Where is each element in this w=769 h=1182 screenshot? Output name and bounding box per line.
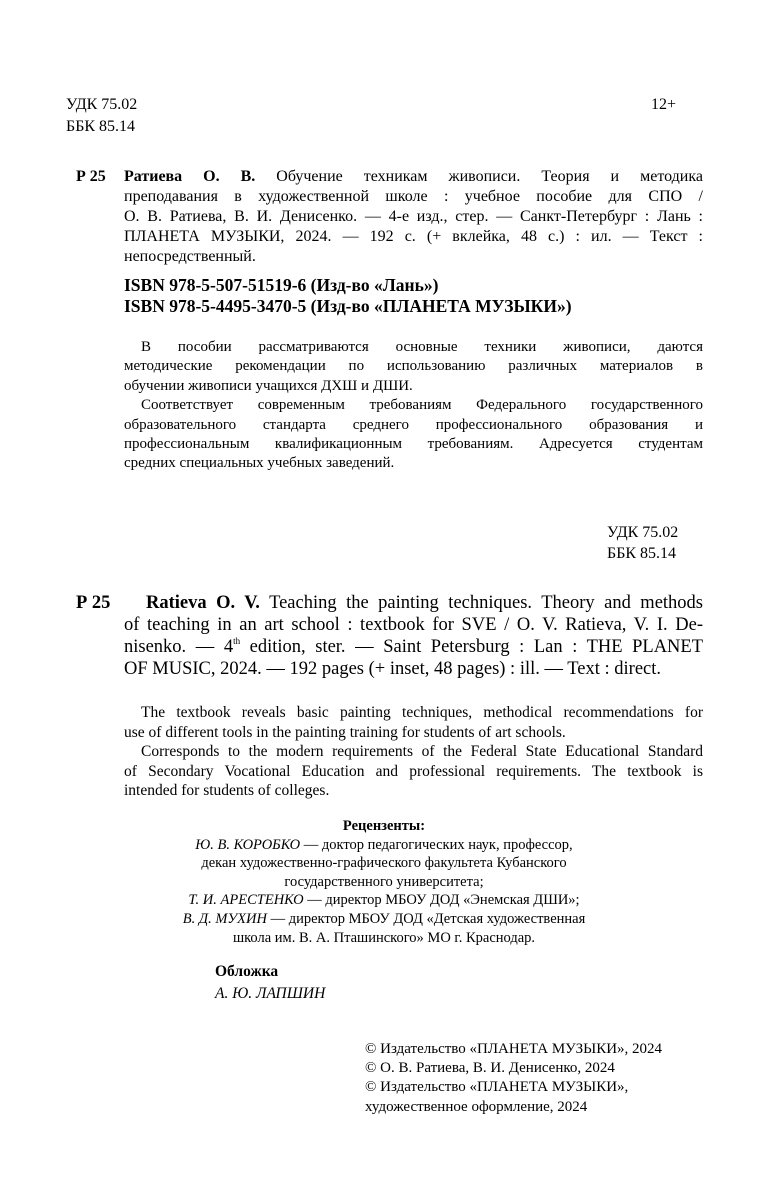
ru-record-title: Обучение техникам живописи. Теория и методика [276,168,703,185]
en-bbk-code: ББК 85.14 [607,545,677,562]
age-rating: 12+ [651,96,677,113]
copyright-line: © Издательство «ПЛАНЕТА МУЗЫКИ», 2024 [365,1041,663,1057]
reviewer-entry: Ю. В. КОРОБКО — доктор педагогических наук, профессор, [195,836,573,853]
en-record-title: Teaching the painting techniques. Theory and methods [269,593,704,613]
ru-record-line-2: преподавания в художественной школе : учебное пособие для СПО / [124,188,703,205]
reviewer-entry: В. Д. МУХИН — директор МБОУ ДОД «Детская художественная [182,910,586,927]
en-annotation-line: of Secondary Vocational Education and professional requirements. The textbook is [124,762,703,780]
isbn-lan: ISBN 978-5-507-51519-6 (Изд-во «Лань») [124,275,439,295]
en-udk-code: УДК 75.02 [607,524,679,541]
udk-code: УДК 75.02 [66,96,138,113]
ru-annotation-line: Соответствует современным требованиям Федерального государственного [141,397,703,414]
en-annotation-line: Corresponds to the modern requirements of the Federal State Educational Standard [141,743,703,760]
copyright-line: © Издательство «ПЛАНЕТА МУЗЫКИ», [365,1079,629,1096]
ru-record-line-5: непосредственный. [124,248,256,265]
reviewer-entry: Т. И. АРЕСТЕНКО — директор МБОУ ДОД «Энемская ДШИ»; [188,892,580,909]
en-record-line-4: OF MUSIC, 2024. — 192 pages (+ inset, 48 pages) : ill. — Text : direct. [124,659,662,679]
copyright-line: © О. В. Ратиева, В. И. Денисенко, 2024 [365,1060,615,1077]
isbn-planeta-muzyki: ISBN 978-5-4495-3470-5 (Изд-во «ПЛАНЕТА МУЗЫКИ») [124,296,572,316]
ru-annotation [124,338,703,474]
en-edition-superscript: th [233,636,241,646]
reviewers-block [124,817,644,947]
reviewers-heading: Рецензенты: [342,818,426,834]
ru-annotation-line: В пособии рассматриваются основные техники живописи, даются [141,339,703,355]
en-annotation-line: The textbook reveals basic painting techniques, methodical recommendations for [141,704,703,721]
ru-record-line-3: О. В. Ратиева, В. И. Денисенко. — 4-е изд., стер. — Санкт-Петербург : Лань : [124,208,703,225]
ru-annotation-line: обучении живописи учащихся ДХШ и ДШИ. [124,377,413,394]
ru-annotation-line: средних специальных учебных заведений. [124,455,395,472]
reviewer-name: В. Д. МУХИН [182,910,267,927]
ru-annotation-line: профессиональным квалификационным требованиям. Адресуется студентам [124,436,703,453]
en-author-mark: Р 25 [76,593,111,613]
en-record-line-2: of teaching in an art school : textbook for SVE / O. V. Ratieva, V. I. De- [124,615,703,635]
reviewer-line: декан художественно-графического факультета Кубанского [201,855,567,872]
copyright-line: художественное оформление, 2024 [365,1098,588,1115]
ru-annotation-line: образовательного стандарта среднего профессионального образования и [124,416,703,433]
en-bibliographic-record [146,592,703,614]
en-record-line-1 [146,592,703,614]
bbk-code: ББК 85.14 [66,118,136,135]
en-annotation [124,703,703,801]
cover-heading: Обложка [215,963,279,980]
ru-bibliographic-record [124,167,703,267]
copyright-block [365,1040,662,1117]
ru-record-author: Ратиева О. В. [124,168,256,185]
ru-record-line-4: ПЛАНЕТА МУЗЫКИ, 2024. — 192 с. (+ вклейка, 48 с.) : ил. — Текст : [124,228,703,245]
reviewer-line: государственного университета; [284,873,484,890]
en-annotation-line: use of different tools in the painting training for students of art schools. [124,723,566,741]
en-annotation-line: intended for students of colleges. [124,782,330,799]
reviewer-name: Ю. В. КОРОБКО [195,836,301,853]
en-record-author: Ratieva O. V. [146,593,260,613]
cover-designer: А. Ю. ЛАПШИН [215,985,326,1002]
ru-record-line-1 [124,167,703,187]
en-bibliographic-record-body [124,614,703,680]
en-record-line-3: nisenko. — 4th edition, ster. — Saint Petersburg : Lan : THE PLANET [124,636,704,657]
reviewer-name: Т. И. АРЕСТЕНКО [188,892,304,909]
ru-author-mark: Р 25 [76,168,106,185]
reviewer-line: школа им. В. А. Пташинского» МО г. Краснодар. [232,929,536,946]
ru-annotation-line: методические рекомендации по использованию различных материалов в [124,358,703,375]
